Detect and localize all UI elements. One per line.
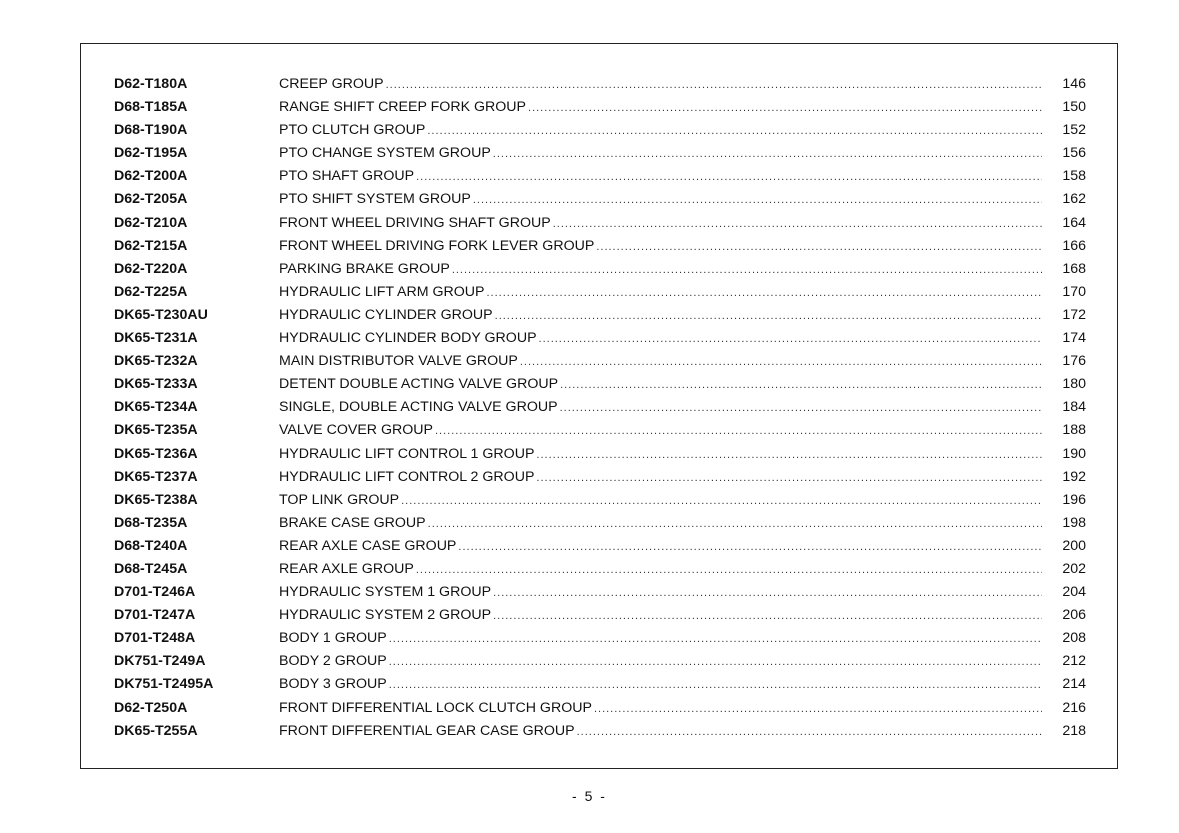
part-code: DK65-T235A [114, 422, 198, 439]
group-title: PTO CLUTCH GROUP [279, 122, 426, 139]
dot-leader [473, 189, 1042, 212]
title-leader-wrap [279, 466, 1042, 490]
dot-leader [495, 305, 1042, 328]
page-reference: 172 [1062, 306, 1086, 323]
title-leader-wrap [279, 142, 1042, 166]
page-reference: 166 [1062, 237, 1086, 254]
part-code: D68-T185A [114, 99, 188, 116]
dot-leader [560, 397, 1042, 420]
page-reference: 218 [1062, 722, 1086, 739]
part-code: D701-T246A [114, 584, 196, 601]
part-code: D62-T210A [114, 214, 188, 231]
toc-row [114, 512, 1086, 535]
page-reference: 164 [1062, 214, 1086, 231]
part-code: DK65-T230AU [114, 306, 208, 323]
page-reference: 162 [1062, 191, 1086, 208]
part-code: D68-T240A [114, 537, 188, 554]
table-of-contents [114, 73, 1086, 743]
part-code: D62-T225A [114, 283, 188, 300]
toc-row [114, 443, 1086, 466]
page-reference: 204 [1062, 584, 1086, 601]
dot-leader [435, 420, 1042, 443]
dot-leader [458, 536, 1042, 559]
group-title: HYDRAULIC LIFT CONTROL 2 GROUP [279, 468, 535, 485]
part-code: DK65-T232A [114, 353, 198, 370]
page-reference: 190 [1062, 445, 1086, 462]
toc-row [114, 188, 1086, 211]
group-title: FRONT DIFFERENTIAL GEAR CASE GROUP [279, 722, 575, 739]
toc-row [114, 119, 1086, 142]
part-code: DK751-T249A [114, 653, 206, 670]
page-reference: 212 [1062, 653, 1086, 670]
group-title: DETENT DOUBLE ACTING VALVE GROUP [279, 376, 559, 393]
group-title: PTO SHIFT SYSTEM GROUP [279, 191, 471, 208]
toc-row [114, 396, 1086, 419]
title-leader-wrap [279, 281, 1042, 305]
part-code: D701-T248A [114, 630, 196, 647]
title-leader-wrap [279, 212, 1042, 236]
title-leader-wrap [279, 558, 1042, 582]
group-title: FRONT WHEEL DRIVING SHAFT GROUP [279, 214, 551, 231]
dot-leader [539, 328, 1042, 351]
part-code: D68-T190A [114, 122, 188, 139]
page-reference: 184 [1062, 399, 1086, 416]
dot-leader [528, 97, 1042, 120]
page-reference: 192 [1062, 468, 1086, 485]
title-leader-wrap [279, 673, 1042, 697]
group-title: BODY 2 GROUP [279, 653, 387, 670]
group-title: RANGE SHIFT CREEP FORK GROUP [279, 99, 527, 116]
page-reference: 158 [1062, 168, 1086, 185]
toc-row [114, 558, 1086, 581]
part-code: DK65-T233A [114, 376, 198, 393]
toc-row [114, 673, 1086, 696]
toc-row [114, 96, 1086, 119]
page-reference: 196 [1062, 491, 1086, 508]
toc-row [114, 466, 1086, 489]
toc-row [114, 258, 1086, 281]
title-leader-wrap [279, 443, 1042, 467]
title-leader-wrap [279, 604, 1042, 628]
page-reference: 174 [1062, 330, 1086, 347]
toc-row [114, 73, 1086, 96]
part-code: DK65-T234A [114, 399, 198, 416]
toc-row [114, 581, 1086, 604]
title-leader-wrap [279, 188, 1042, 212]
group-title: PTO SHAFT GROUP [279, 168, 415, 185]
group-title: HYDRAULIC CYLINDER BODY GROUP [279, 330, 537, 347]
part-code: D62-T205A [114, 191, 188, 208]
group-title: HYDRAULIC SYSTEM 2 GROUP [279, 607, 492, 624]
page-reference: 206 [1062, 607, 1086, 624]
group-title: MAIN DISTRIBUTOR VALVE GROUP [279, 353, 518, 370]
group-title: BRAKE CASE GROUP [279, 514, 426, 531]
part-code: D68-T235A [114, 514, 188, 531]
page-reference: 170 [1062, 283, 1086, 300]
title-leader-wrap [279, 627, 1042, 651]
title-leader-wrap [279, 650, 1042, 674]
title-leader-wrap [279, 304, 1042, 328]
dot-leader [596, 236, 1042, 259]
page-frame [80, 43, 1118, 769]
toc-row [114, 304, 1086, 327]
group-title: HYDRAULIC SYSTEM 1 GROUP [279, 584, 492, 601]
page-reference: 180 [1062, 376, 1086, 393]
part-code: DK65-T236A [114, 445, 198, 462]
part-code: DK65-T231A [114, 330, 198, 347]
page-reference: 176 [1062, 353, 1086, 370]
group-title: FRONT DIFFERENTIAL LOCK CLUTCH GROUP [279, 699, 592, 716]
title-leader-wrap [279, 512, 1042, 536]
part-code: D62-T250A [114, 699, 188, 716]
dot-leader [427, 120, 1042, 143]
part-code: D62-T195A [114, 145, 188, 162]
part-code: D62-T180A [114, 76, 188, 92]
toc-row [114, 142, 1086, 165]
title-leader-wrap [279, 373, 1042, 397]
group-title: PTO CHANGE SYSTEM GROUP [279, 145, 491, 162]
dot-leader [416, 166, 1042, 189]
title-leader-wrap [279, 96, 1042, 120]
toc-row [114, 489, 1086, 512]
group-title: SINGLE, DOUBLE ACTING VALVE GROUP [279, 399, 558, 416]
toc-row [114, 535, 1086, 558]
toc-row [114, 419, 1086, 442]
toc-row [114, 281, 1086, 304]
title-leader-wrap [279, 720, 1042, 744]
part-code: DK65-T255A [114, 722, 198, 739]
group-title: PARKING BRAKE GROUP [279, 260, 450, 277]
page-number: - 5 - [572, 788, 607, 804]
title-leader-wrap [279, 419, 1042, 443]
title-leader-wrap [279, 119, 1042, 143]
part-code: DK751-T2495A [114, 676, 214, 693]
part-code: D62-T220A [114, 260, 188, 277]
dot-leader [487, 282, 1043, 305]
dot-leader [520, 351, 1042, 374]
part-code: DK65-T238A [114, 491, 198, 508]
group-title: VALVE COVER GROUP [279, 422, 433, 439]
title-leader-wrap [279, 73, 1042, 97]
toc-row [114, 604, 1086, 627]
group-title: CREEP GROUP [279, 76, 384, 92]
toc-row [114, 212, 1086, 235]
dot-leader [401, 490, 1042, 513]
group-title: HYDRAULIC LIFT ARM GROUP [279, 283, 485, 300]
part-code: D701-T247A [114, 607, 196, 624]
dot-leader [389, 674, 1042, 697]
toc-row [114, 697, 1086, 720]
dot-leader [577, 721, 1042, 744]
part-code: D62-T215A [114, 237, 188, 254]
title-leader-wrap [279, 396, 1042, 420]
dot-leader [493, 605, 1042, 628]
page-reference: 156 [1062, 145, 1086, 162]
title-leader-wrap [279, 165, 1042, 189]
page-reference: 152 [1062, 122, 1086, 139]
dot-leader [594, 698, 1042, 721]
dot-leader [536, 444, 1042, 467]
dot-leader [560, 374, 1042, 397]
page-reference: 188 [1062, 422, 1086, 439]
toc-row [114, 720, 1086, 743]
page-reference: 198 [1062, 514, 1086, 531]
title-leader-wrap [279, 350, 1042, 374]
dot-leader [493, 143, 1042, 166]
title-leader-wrap [279, 697, 1042, 721]
group-title: REAR AXLE GROUP [279, 560, 414, 577]
title-leader-wrap [279, 258, 1042, 282]
part-code: DK65-T237A [114, 468, 198, 485]
group-title: HYDRAULIC CYLINDER GROUP [279, 306, 493, 323]
page-reference: 216 [1062, 699, 1086, 716]
dot-leader [493, 582, 1042, 605]
page-reference: 146 [1062, 76, 1086, 92]
dot-leader [536, 467, 1042, 490]
group-title: BODY 3 GROUP [279, 676, 387, 693]
group-title: BODY 1 GROUP [279, 630, 387, 647]
title-leader-wrap [279, 535, 1042, 559]
page-reference: 200 [1062, 537, 1086, 554]
title-leader-wrap [279, 489, 1042, 513]
page-reference: 202 [1062, 560, 1086, 577]
dot-leader [428, 513, 1042, 536]
toc-row [114, 627, 1086, 650]
group-title: FRONT WHEEL DRIVING FORK LEVER GROUP [279, 237, 595, 254]
dot-leader [389, 628, 1042, 651]
toc-row [114, 165, 1086, 188]
page-reference: 214 [1062, 676, 1086, 693]
toc-row [114, 327, 1086, 350]
title-leader-wrap [279, 327, 1042, 351]
dot-leader [386, 74, 1042, 97]
dot-leader [452, 259, 1042, 282]
toc-row [114, 373, 1086, 396]
dot-leader [416, 559, 1042, 582]
group-title: REAR AXLE CASE GROUP [279, 537, 457, 554]
group-title: TOP LINK GROUP [279, 491, 400, 508]
toc-row [114, 235, 1086, 258]
dot-leader [553, 213, 1042, 236]
toc-row [114, 650, 1086, 673]
dot-leader [389, 651, 1042, 674]
page-reference: 150 [1062, 99, 1086, 116]
page-reference: 168 [1062, 260, 1086, 277]
group-title: HYDRAULIC LIFT CONTROL 1 GROUP [279, 445, 535, 462]
part-code: D68-T245A [114, 560, 188, 577]
page-reference: 208 [1062, 630, 1086, 647]
title-leader-wrap [279, 235, 1042, 259]
title-leader-wrap [279, 581, 1042, 605]
toc-row [114, 350, 1086, 373]
part-code: D62-T200A [114, 168, 188, 185]
